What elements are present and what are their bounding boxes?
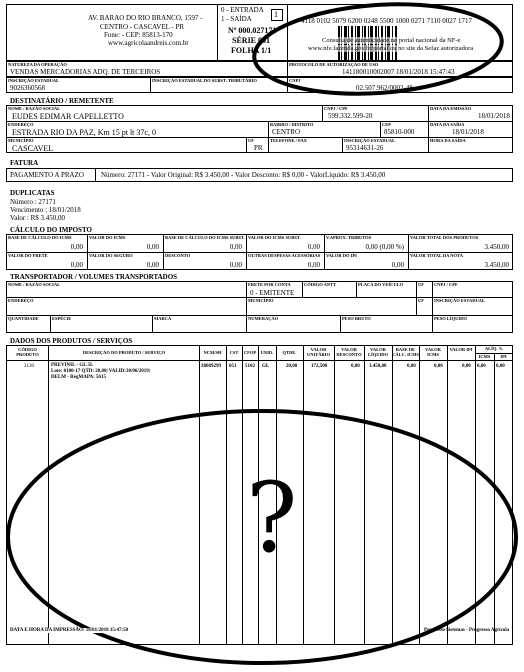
- imp-base-icms-label: BASE DE CÁLCULO DO ICMS: [8, 235, 72, 240]
- ie-value: 9026360568: [10, 84, 45, 92]
- cnpj-label: CNPJ: [289, 78, 301, 83]
- trp-uf2-label: UF: [418, 298, 424, 303]
- imposto-section-title: CÁLCULO DO IMPOSTO: [10, 226, 92, 234]
- natureza-value: VENDAS MERCADORIAS ADQ. DE TERCEIROS: [10, 68, 161, 76]
- imp-total-prod-label: VALOR TOTAL DOS PRODUTOS: [410, 235, 479, 240]
- item-aliq-ipi: 0,00: [496, 364, 505, 369]
- trp-cnpj-label: CNPJ / CPF: [434, 282, 458, 287]
- imp-icms-label: VALOR DO ICMS: [89, 235, 126, 240]
- natureza-label: NATUREZA DA OPERAÇÃO: [8, 62, 67, 67]
- trp-pbruto-label: PESO BRUTO: [342, 316, 371, 321]
- danfe-folha: FOLHA 1/1: [231, 46, 272, 55]
- trp-ie-label: INSCRIÇÃO ESTADUAL: [434, 298, 486, 303]
- dest-emissao-label: DATA DA EMISSÃO: [430, 106, 472, 111]
- emitter-phone: Fone: - CEP: 85813-170: [104, 31, 173, 39]
- item-ncm: 38089299: [201, 364, 221, 369]
- col-ipi: VALOR IPI: [449, 347, 473, 352]
- item-unitario: 172,500: [311, 364, 328, 369]
- dest-fone-label: TELEFONE / FAX: [270, 138, 307, 143]
- imp-ipi: 0,00: [391, 261, 404, 269]
- footer-print-date: DATA E HORA DA IMPRESSÃO: 18/01/2018 15:47:50: [10, 628, 129, 633]
- ie-st-label: INSCRIÇÃO ESTADUAL DO SUBST. TRIBUTÁRIO: [152, 78, 257, 83]
- ie-label: INSCRIÇÃO ESTADUAL: [8, 78, 60, 83]
- imp-base-st-label: BASE DE CÁLCULO DO ICMS SUBST.: [165, 235, 245, 240]
- imp-outras: 0,00: [307, 261, 320, 269]
- dest-saida-label: DATA DA SAÍDA: [430, 122, 465, 127]
- imp-desconto-label: DESCONTO: [165, 253, 191, 258]
- col-aliq-icms: ICMS: [478, 354, 491, 359]
- consulta-line1: Consulta de autenticidade no portal nacional da NF-e: [322, 37, 461, 44]
- chave-acesso: 4118 0102 5079 6200 0248 5500 1000 0271 7110 0027 1717: [301, 17, 472, 25]
- dest-cep: 85810-000: [384, 128, 415, 136]
- imp-tributos-label: V.APROX. TRIBUTOS: [326, 235, 372, 240]
- col-unid: UNID.: [260, 350, 274, 355]
- dest-endereco: ESTRADA RIO DA PAZ, Km 15 pt lt 37c, 0: [12, 128, 156, 137]
- item-qtde: 20,00: [286, 364, 298, 369]
- dest-ie-label: INSCRIÇÃO ESTADUAL: [344, 138, 396, 143]
- col-base: BASE DE CÁLC. ICMS: [392, 347, 419, 357]
- dest-nome: EUDES EDIMAR CAPELLETTO: [12, 112, 124, 121]
- table-row: [6, 361, 513, 383]
- dest-ie: 95314631-26: [346, 144, 384, 152]
- duplicatas-section-title: DUPLICATAS: [10, 189, 55, 197]
- dup-valor: Valor : R$ 3.450,00: [10, 214, 66, 222]
- trp-frete-label: FRETE POR CONTA: [248, 282, 291, 287]
- imp-desconto: 0,00: [229, 261, 242, 269]
- dest-cpf: 599.332.599-20: [328, 112, 373, 120]
- col-desconto: VALOR DESCONTO: [336, 347, 362, 357]
- produtos-section-title: DADOS DOS PRODUTOS / SERVIÇOS: [10, 337, 133, 345]
- col-unitario: VALOR UNITÁRIO: [306, 347, 330, 357]
- imp-base-st: 0,00: [229, 243, 242, 251]
- item-unid: GL: [262, 364, 270, 369]
- protocolo-label: PROTOCOLO DE AUTORIZAÇÃO DE USO: [289, 62, 379, 67]
- trp-numeracao-label: NUMERAÇÃO: [248, 316, 279, 321]
- item-codigo: 2130: [24, 364, 34, 369]
- col-codigo: CÓDIGO PRODUTO: [16, 347, 39, 357]
- col-aliq-ipi: IPI: [500, 354, 507, 359]
- dest-endereco-label: ENDEREÇO: [8, 122, 34, 127]
- dest-cep-label: CEP: [382, 122, 391, 127]
- protocolo-value: 141180010002007 18/01/2018 15:47:43: [342, 68, 455, 76]
- dest-bairro-label: BAIRRO / DISTRITO: [270, 122, 314, 127]
- imp-icms-st: 0,00: [307, 243, 320, 251]
- imp-ipi-label: VALOR DO IPI: [326, 253, 357, 258]
- item-desc3: DELM - RegMAPA: 5615: [51, 375, 107, 380]
- imp-total-prod: 3.450,00: [484, 243, 509, 251]
- dest-saida: 18/01/2018: [452, 128, 484, 136]
- col-descricao: DESCRIÇÃO DO PRODUTO / SERVIÇO: [82, 350, 166, 355]
- imp-frete: 0,00: [70, 261, 83, 269]
- dest-municipio: CASCAVEL: [12, 144, 54, 153]
- fatura-info: Número: 27171 - Valor Original: R$ 3.450,00 - Valor Desconto: R$ 0,00 - ValorLíquido: R$ 3.450,00: [101, 171, 386, 179]
- danfe-entrada: 0 - ENTRADA: [221, 6, 264, 14]
- dest-nome-label: NOME / RAZÃO SOCIAL: [8, 106, 61, 111]
- item-aliq-icms: 0,00: [477, 364, 486, 369]
- trp-placa-label: PLACA DO VEÍCULO: [358, 282, 404, 287]
- trp-qtd-label: QUANTIDADE: [8, 316, 39, 321]
- col-qtde: QTDE.: [282, 350, 297, 355]
- inscricao-box: [6, 77, 513, 93]
- dest-municipio-label: MUNICÍPIO: [8, 138, 34, 143]
- danfe-serie: SÉRIE 001: [232, 36, 271, 45]
- danfe-tipo: 1: [274, 10, 278, 19]
- emitter-site: www.agricolaandreis.com.br: [108, 39, 189, 47]
- cnpj-value: 02.507.962/0002-48: [356, 84, 413, 92]
- imp-seguro: 0,00: [146, 261, 159, 269]
- imp-seguro-label: VALOR DO SEGURO: [89, 253, 133, 258]
- trp-frete: 0 - EMITENTE: [250, 289, 295, 297]
- emitter-logo-area: [8, 6, 80, 56]
- emitter-address1: AV. BARAO DO RIO BRANCO, 1597 -: [88, 14, 203, 22]
- question-mark-scribble: ?: [246, 462, 298, 574]
- dup-vencimento: Vencimento : 18/01/2018: [10, 206, 81, 214]
- imp-base-icms: 0,00: [70, 243, 83, 251]
- imp-icms: 0,00: [146, 243, 159, 251]
- item-icms: 0,00: [434, 364, 443, 369]
- item-cst: 051: [229, 364, 237, 369]
- col-cst: CST: [229, 350, 239, 355]
- item-liquido: 3.450,00: [369, 364, 387, 369]
- dup-numero: Número : 27171: [10, 198, 56, 206]
- col-liquido: VALOR LÍQUIDO: [367, 347, 388, 357]
- imp-icms-st-label: VALOR DO ICMS SUBST.: [248, 235, 301, 240]
- danfe-saida: 1 - SAÍDA: [221, 15, 252, 23]
- trp-especie-label: ESPÉCIE: [52, 316, 72, 321]
- col-aliq: ALÍQ. %: [484, 346, 504, 351]
- trp-marca-label: MARCA: [154, 316, 172, 321]
- trp-razao-label: NOME / RAZÃO SOCIAL: [8, 282, 61, 287]
- fatura-cond: PAGAMENTO A PRAZO: [10, 171, 84, 179]
- imp-outras-label: OUTRAS DESPESAS ACESSÓRIAS: [248, 253, 321, 258]
- item-base: 0,00: [407, 364, 416, 369]
- consulta-line2: www.nfe.fazenda.gov.br/portal ou no site da Sefaz autorizadora: [308, 45, 474, 52]
- imp-total-nota: 3.450,00: [484, 261, 509, 269]
- col-ncm: NCM/SH: [203, 350, 222, 355]
- trp-antt-label: CÓDIGO ANTT: [304, 282, 337, 287]
- dest-bairro: CENTRO: [272, 128, 300, 136]
- imp-total-nota-label: VALOR TOTAL DA NOTA: [410, 253, 463, 258]
- fatura-section-title: FATURA: [10, 159, 39, 167]
- destinatario-section-title: DESTINATÁRIO / REMETENTE: [10, 97, 114, 105]
- col-icms: VALOR ICMS: [425, 347, 441, 357]
- danfe-numero: Nº 000.027171: [228, 26, 277, 35]
- imp-tributos: 0,00 (0,00 %): [365, 243, 404, 251]
- dest-uf: PR: [254, 144, 263, 152]
- item-desc1: PREVINIL - GL 5L: [51, 363, 94, 368]
- item-cfop: 5102: [245, 364, 255, 369]
- trp-endereco-label: ENDEREÇO: [8, 298, 34, 303]
- dest-cpf-label: CNPJ / CPF: [324, 106, 348, 111]
- col-cfop: CFOP: [243, 350, 257, 355]
- emitter-address2: CENTRO - CASCAVEL - PR: [100, 23, 185, 31]
- item-ipi: 0,00: [462, 364, 471, 369]
- item-desconto: 0,00: [351, 364, 360, 369]
- trp-pliq-label: PESO LÍQUIDO: [434, 316, 467, 321]
- dest-emissao: 18/01/2018: [478, 112, 510, 120]
- dest-hora-label: HORA DA SAÍDA: [430, 138, 466, 143]
- item-desc2: Lote: 0100-17 QTD: 20,00| VALID:30/06/2019|: [51, 369, 150, 374]
- transportador-section-title: TRANSPORTADOR / VOLUMES TRANSPORTADOS: [10, 273, 178, 281]
- trp-uf-label: UF: [418, 282, 424, 287]
- imp-frete-label: VALOR DO FRETE: [8, 253, 48, 258]
- trp-municipio-label: MUNICÍPIO: [248, 298, 274, 303]
- footer-system: Progresso Sistemas - Progresso Agrícola: [424, 628, 510, 633]
- dest-uf-label: UF: [248, 138, 254, 143]
